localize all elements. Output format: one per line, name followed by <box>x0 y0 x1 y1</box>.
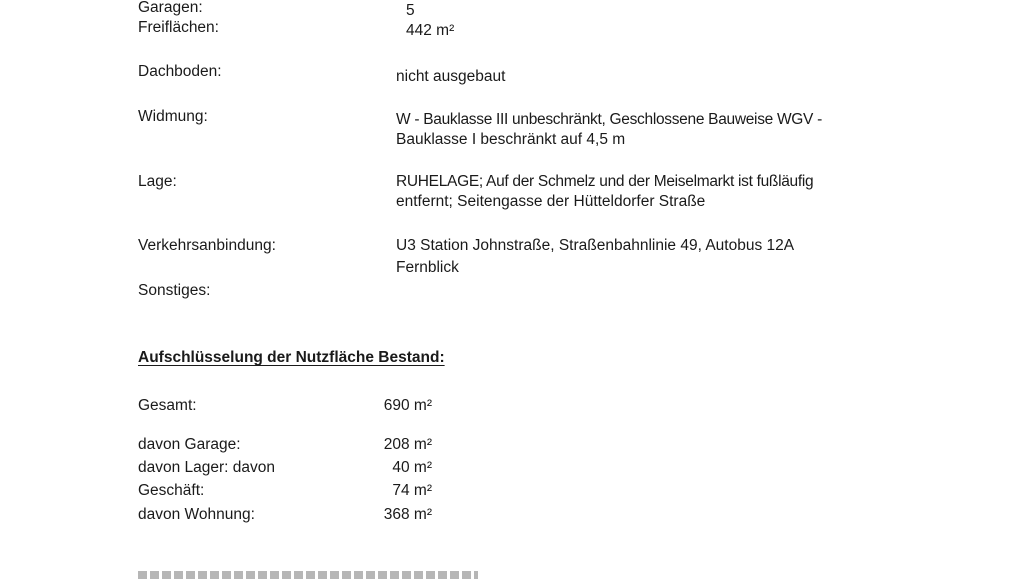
freiflaechen-label: Freiflächen: <box>138 19 219 36</box>
breakdown-row-value: 208 m² <box>383 436 432 453</box>
breakdown-row-label: davon Garage: <box>138 436 241 453</box>
verkehr-value-line1: U3 Station Johnstraße, Straßenbahnlinie 49, Autobus 12A <box>396 237 795 254</box>
breakdown-row-label: davon Wohnung: <box>138 506 255 523</box>
widmung-value-line1: W - Bauklasse III unbeschränkt, Geschlossene Bauweise WGV - <box>396 111 822 128</box>
lage-value-line1: RUHELAGE; Auf der Schmelz und der Meiselmarkt ist fußläufig <box>396 173 814 190</box>
verkehr-value-line2: Fernblick <box>396 259 459 276</box>
dachboden-value: nicht ausgebaut <box>396 68 506 85</box>
widmung-value-line2: Bauklasse I beschränkt auf 4,5 m <box>396 131 626 148</box>
breakdown-row-value: 74 m² <box>392 482 432 499</box>
breakdown-row-value: 40 m² <box>392 459 432 476</box>
lage-label: Lage: <box>138 173 177 190</box>
garagen-label: Garagen: <box>138 0 203 16</box>
lage-value-line2: entfernt; Seitengasse der Hütteldorfer Straße <box>396 193 706 210</box>
breakdown-heading: Aufschlüsselung der Nutzfläche Bestand: <box>138 349 445 366</box>
sonstiges-label: Sonstiges: <box>138 282 211 299</box>
breakdown-row-value: 368 m² <box>383 506 432 523</box>
widmung-label: Widmung: <box>138 108 208 125</box>
garagen-value: 5 <box>406 2 415 19</box>
breakdown-row-value: 690 m² <box>383 397 432 414</box>
freiflaechen-value: 442 m² <box>406 22 455 39</box>
cutoff-next-heading <box>138 571 478 579</box>
dachboden-label: Dachboden: <box>138 63 222 80</box>
breakdown-row-label: Geschäft: <box>138 482 205 499</box>
breakdown-row-label: Gesamt: <box>138 397 197 414</box>
breakdown-row-label: davon Lager: davon <box>138 459 276 476</box>
verkehr-label: Verkehrsanbindung: <box>138 237 276 254</box>
